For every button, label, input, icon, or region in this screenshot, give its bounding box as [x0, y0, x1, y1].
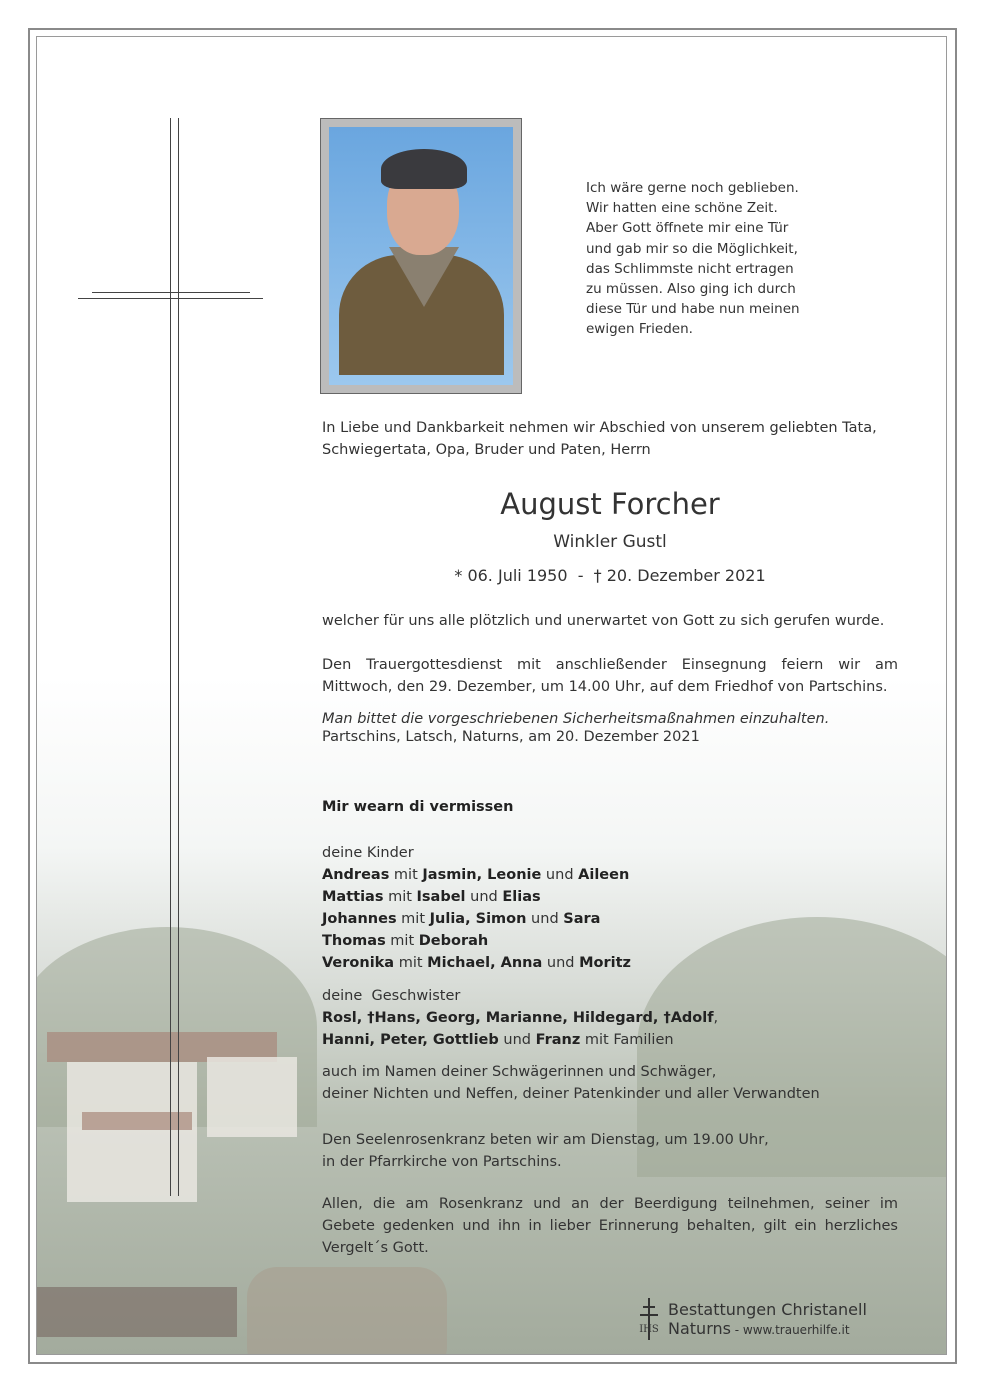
- text: und: [526, 911, 564, 927]
- portrait-photo: [329, 127, 513, 385]
- text: mit: [389, 867, 423, 883]
- name: Andreas: [322, 867, 390, 883]
- name: Jasmin, Leonie: [422, 867, 542, 883]
- intro-line: In Liebe und Dankbarkeit nehmen wir Abschied von unserem geliebten Tata,: [322, 420, 877, 436]
- poem-line: und gab mir so die Möglichkeit,: [586, 240, 798, 257]
- miss-heading: Mir wearn di vermissen: [322, 799, 514, 815]
- name: Johannes: [322, 911, 397, 927]
- funeral-home-cross-logo-icon: [636, 1298, 662, 1340]
- poem-line: ewigen Frieden.: [586, 321, 693, 338]
- life-dates: * 06. Juli 1950 - † 20. Dezember 2021: [454, 566, 766, 585]
- children-line: [322, 930, 898, 952]
- intro: [322, 417, 898, 461]
- text: und: [542, 955, 580, 971]
- children-label: deine Kinder: [322, 845, 414, 861]
- children-line: [322, 908, 898, 930]
- siblings-line: [322, 1029, 898, 1051]
- poem-line: das Schlimmste nicht ertragen: [586, 260, 794, 277]
- intro-line: Schwiegertata, Opa, Bruder und Paten, Herrn: [322, 442, 651, 458]
- text: und: [498, 1032, 536, 1048]
- funeral-home: [668, 1300, 867, 1340]
- name: Elias: [502, 889, 541, 905]
- name: Michael, Anna: [427, 955, 543, 971]
- rosary-line: Den Seelenrosenkranz beten wir am Dienstag, um 19.00 Uhr,: [322, 1132, 769, 1148]
- deceased-name: August Forcher: [500, 487, 720, 521]
- children-line: [322, 864, 898, 886]
- poem-line: zu müssen. Also ging ich durch: [586, 281, 796, 298]
- name: Sara: [563, 911, 601, 927]
- thanks-line: Vergelt´s Gott.: [322, 1240, 429, 1256]
- name: Rosl, †Hans, Georg, Marianne, Hildegard, †Adolf: [322, 1010, 714, 1026]
- name: Deborah: [418, 933, 489, 949]
- service-info: [322, 654, 898, 698]
- text: und: [465, 889, 503, 905]
- service-line: Mittwoch, den 29. Dezember, um 14.00 Uhr, auf dem Friedhof von Partschins.: [322, 679, 888, 695]
- children-line: [322, 886, 898, 908]
- name: Julia, Simon: [429, 911, 527, 927]
- portrait-photo-frame: [320, 118, 522, 394]
- thanks-line: Allen, die am Rosenkranz und an der Beerdigung teilnehmen, seiner im: [322, 1196, 898, 1212]
- nickname: Winkler Gustl: [553, 532, 667, 552]
- children-line: [322, 952, 898, 974]
- name: Aileen: [578, 867, 630, 883]
- name: Thomas: [322, 933, 386, 949]
- name: Mattias: [322, 889, 384, 905]
- name: Franz: [535, 1032, 581, 1048]
- relatives-line: auch im Namen deiner Schwägerinnen und Schwäger,: [322, 1064, 717, 1080]
- name: Veronika: [322, 955, 395, 971]
- text: und: [541, 867, 579, 883]
- text: mit: [396, 911, 430, 927]
- siblings-label: deine Geschwister: [322, 988, 461, 1004]
- text: ,: [713, 1010, 719, 1026]
- service-line: Den Trauergottesdienst mit anschließender Einsegnung feiern wir am: [322, 657, 898, 673]
- siblings-line: [322, 1007, 898, 1029]
- poem-line: Wir hatten eine schöne Zeit.: [586, 200, 778, 217]
- svg-text:IHS: IHS: [639, 1324, 659, 1335]
- text: mit: [383, 889, 417, 905]
- company-name: Bestattungen Christanell: [668, 1300, 867, 1319]
- children-section: [322, 842, 898, 974]
- company-town: Naturns: [668, 1319, 731, 1338]
- poem-line: Ich wäre gerne noch geblieben.: [586, 180, 799, 196]
- poem: [586, 178, 800, 340]
- thanks-line: Gebete gedenken und ihn in lieber Erinnerung behalten, gilt ein herzliches: [322, 1218, 898, 1234]
- name: Hanni, Peter, Gottlieb: [322, 1032, 499, 1048]
- relatives: [322, 1061, 898, 1105]
- poem-line: Aber Gott öffnete mir eine Tür: [586, 220, 789, 237]
- text: mit: [394, 955, 428, 971]
- relatives-line: deiner Nichten und Neffen, deiner Patenkinder und aller Verwandten: [322, 1086, 820, 1102]
- name: Moritz: [579, 955, 631, 971]
- safety-note: Man bittet die vorgeschriebenen Sicherheitsmaßnahmen einzuhalten.: [322, 711, 830, 727]
- name: Isabel: [416, 889, 466, 905]
- text: mit: [385, 933, 419, 949]
- place-date: Partschins, Latsch, Naturns, am 20. Dezember 2021: [322, 729, 700, 745]
- rosary-info: [322, 1129, 898, 1173]
- poem-line: diese Tür und habe nun meinen: [586, 301, 800, 318]
- company-website: - www.trauerhilfe.it: [730, 1323, 850, 1337]
- thanks: [322, 1193, 898, 1259]
- text: mit Familien: [580, 1032, 674, 1048]
- siblings-section: [322, 985, 898, 1051]
- rosary-line: in der Pfarrkirche von Partschins.: [322, 1154, 562, 1170]
- called-text: welcher für uns alle plötzlich und unerwartet von Gott zu sich gerufen wurde.: [322, 613, 885, 629]
